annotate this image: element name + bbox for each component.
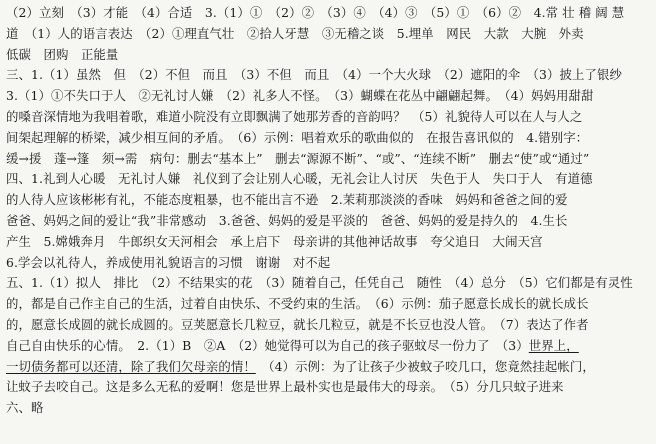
text-line: （2）立刻 （3）才能 （4）合适 3.（1）① （2）② （3）④ （4）③ （5）① （6）② 4.常 壮 稽 阔 慧 (6, 5, 625, 20)
text-line-with-underline: 一切债务都可以还清，除了我们欠母亲的情！ （4）示例：为了让孩子少被蚊子咬几口，您竟然挂起帐门， (6, 358, 595, 374)
text-line: 缓→援 蓬→篷 须→需 病句：删去“基本上” 删去“源源不断”、“或”、“连续不断” 删去“使”或“通过” (6, 150, 590, 166)
text-line: 四、1.礼到人心暖 无礼讨人嫌 礼仪到了会让别人心暖，无礼会让人讨厌 失色于人 失口于人 有道德 (6, 171, 593, 187)
text-line: 六、略 (6, 400, 44, 416)
text-line: 低碳 团购 正能量 (6, 46, 119, 62)
text-line: 产生 5.嫦娥奔月 牛郎织女天河相会 承上启下 母亲讲的其他神话故事 夸父追日 大闹天宫 (6, 233, 543, 249)
text-line: 的，愿意长成圆的就长成圆的。豆荚愿意长几粒豆，就长几粒豆，就是不长豆也没人管。 （7）表达了作者 (6, 316, 589, 332)
text-line: 6.学会以礼待人，养成使用礼貌语言的习惯 谢谢 对不起 (6, 254, 331, 270)
text-line: 的，都是自己作主自己的生活，过着自由快乐、不受约束的生活。 （6）示例：茄子愿意长成长的就长成长 (6, 296, 589, 312)
underlined-answer: 世界上， (528, 337, 579, 353)
text-line: 爸爸、妈妈之间的爱让“我”非常感动 3.爸爸、妈妈的爱是平淡的 爸爸、妈妈的爱是持久的 4.生长 (6, 212, 568, 228)
text-line: 三、1.（1）虽然 但 （2）不但 而且 （3）不但 而且 （4）一个大火球 （2）遮阳的伞 （3）披上了银纱 (6, 67, 622, 83)
text-line-with-underline: 自己自由快乐的心情。 2.（1）B ②A （2）她觉得可以为自己的孩子驱蚊尽一份力了 （3）世界上， (6, 337, 579, 353)
text-line: 的人待人应该彬彬有礼，不能态度粗暴，也不能出言不逊 2.茉莉那淡淡的香味 妈妈和爸爸之间的爱 (6, 192, 568, 208)
text-line: 道 （1）人的语言表达 （2）①理直气壮 ②拾人牙慧 ③无稽之谈 5.埋单 网民 大款 大腕 外卖 (6, 25, 584, 41)
text-line: 的嗓音深情地为我唱着歌，难道小院没有立即飘满了她那芳香的音韵吗？ （5）礼貌待人可以在人与人之 (6, 108, 583, 124)
text-line: 五、1.（1）拟人 排比 （2）不结果实的花 （3）随着自己，任凭自己 随性 （4）总分 （5）它们都是有灵性 (6, 275, 633, 291)
text-line: 3.（1）①不失口于人 ②无礼讨人嫌 （2）礼多人不怪。 （3）蝴蝶在花丛中翩翩起舞。 （4）妈妈用甜甜 (6, 88, 594, 104)
text-line: 间架起理解的桥梁，减少相互间的矛盾。 （6）示例：唱着欢乐的歌曲似的 在报告喜讯似的 4.错别字： (6, 129, 589, 145)
text-line: 让蚊子去咬自己。这是多么无私的爱啊！您是世界上最朴实也是最伟大的母亲。 （5）分几只蚊子进来 (6, 379, 564, 395)
underlined-answer: 一切债务都可以还清，除了我们欠母亲的情！ (6, 358, 256, 374)
